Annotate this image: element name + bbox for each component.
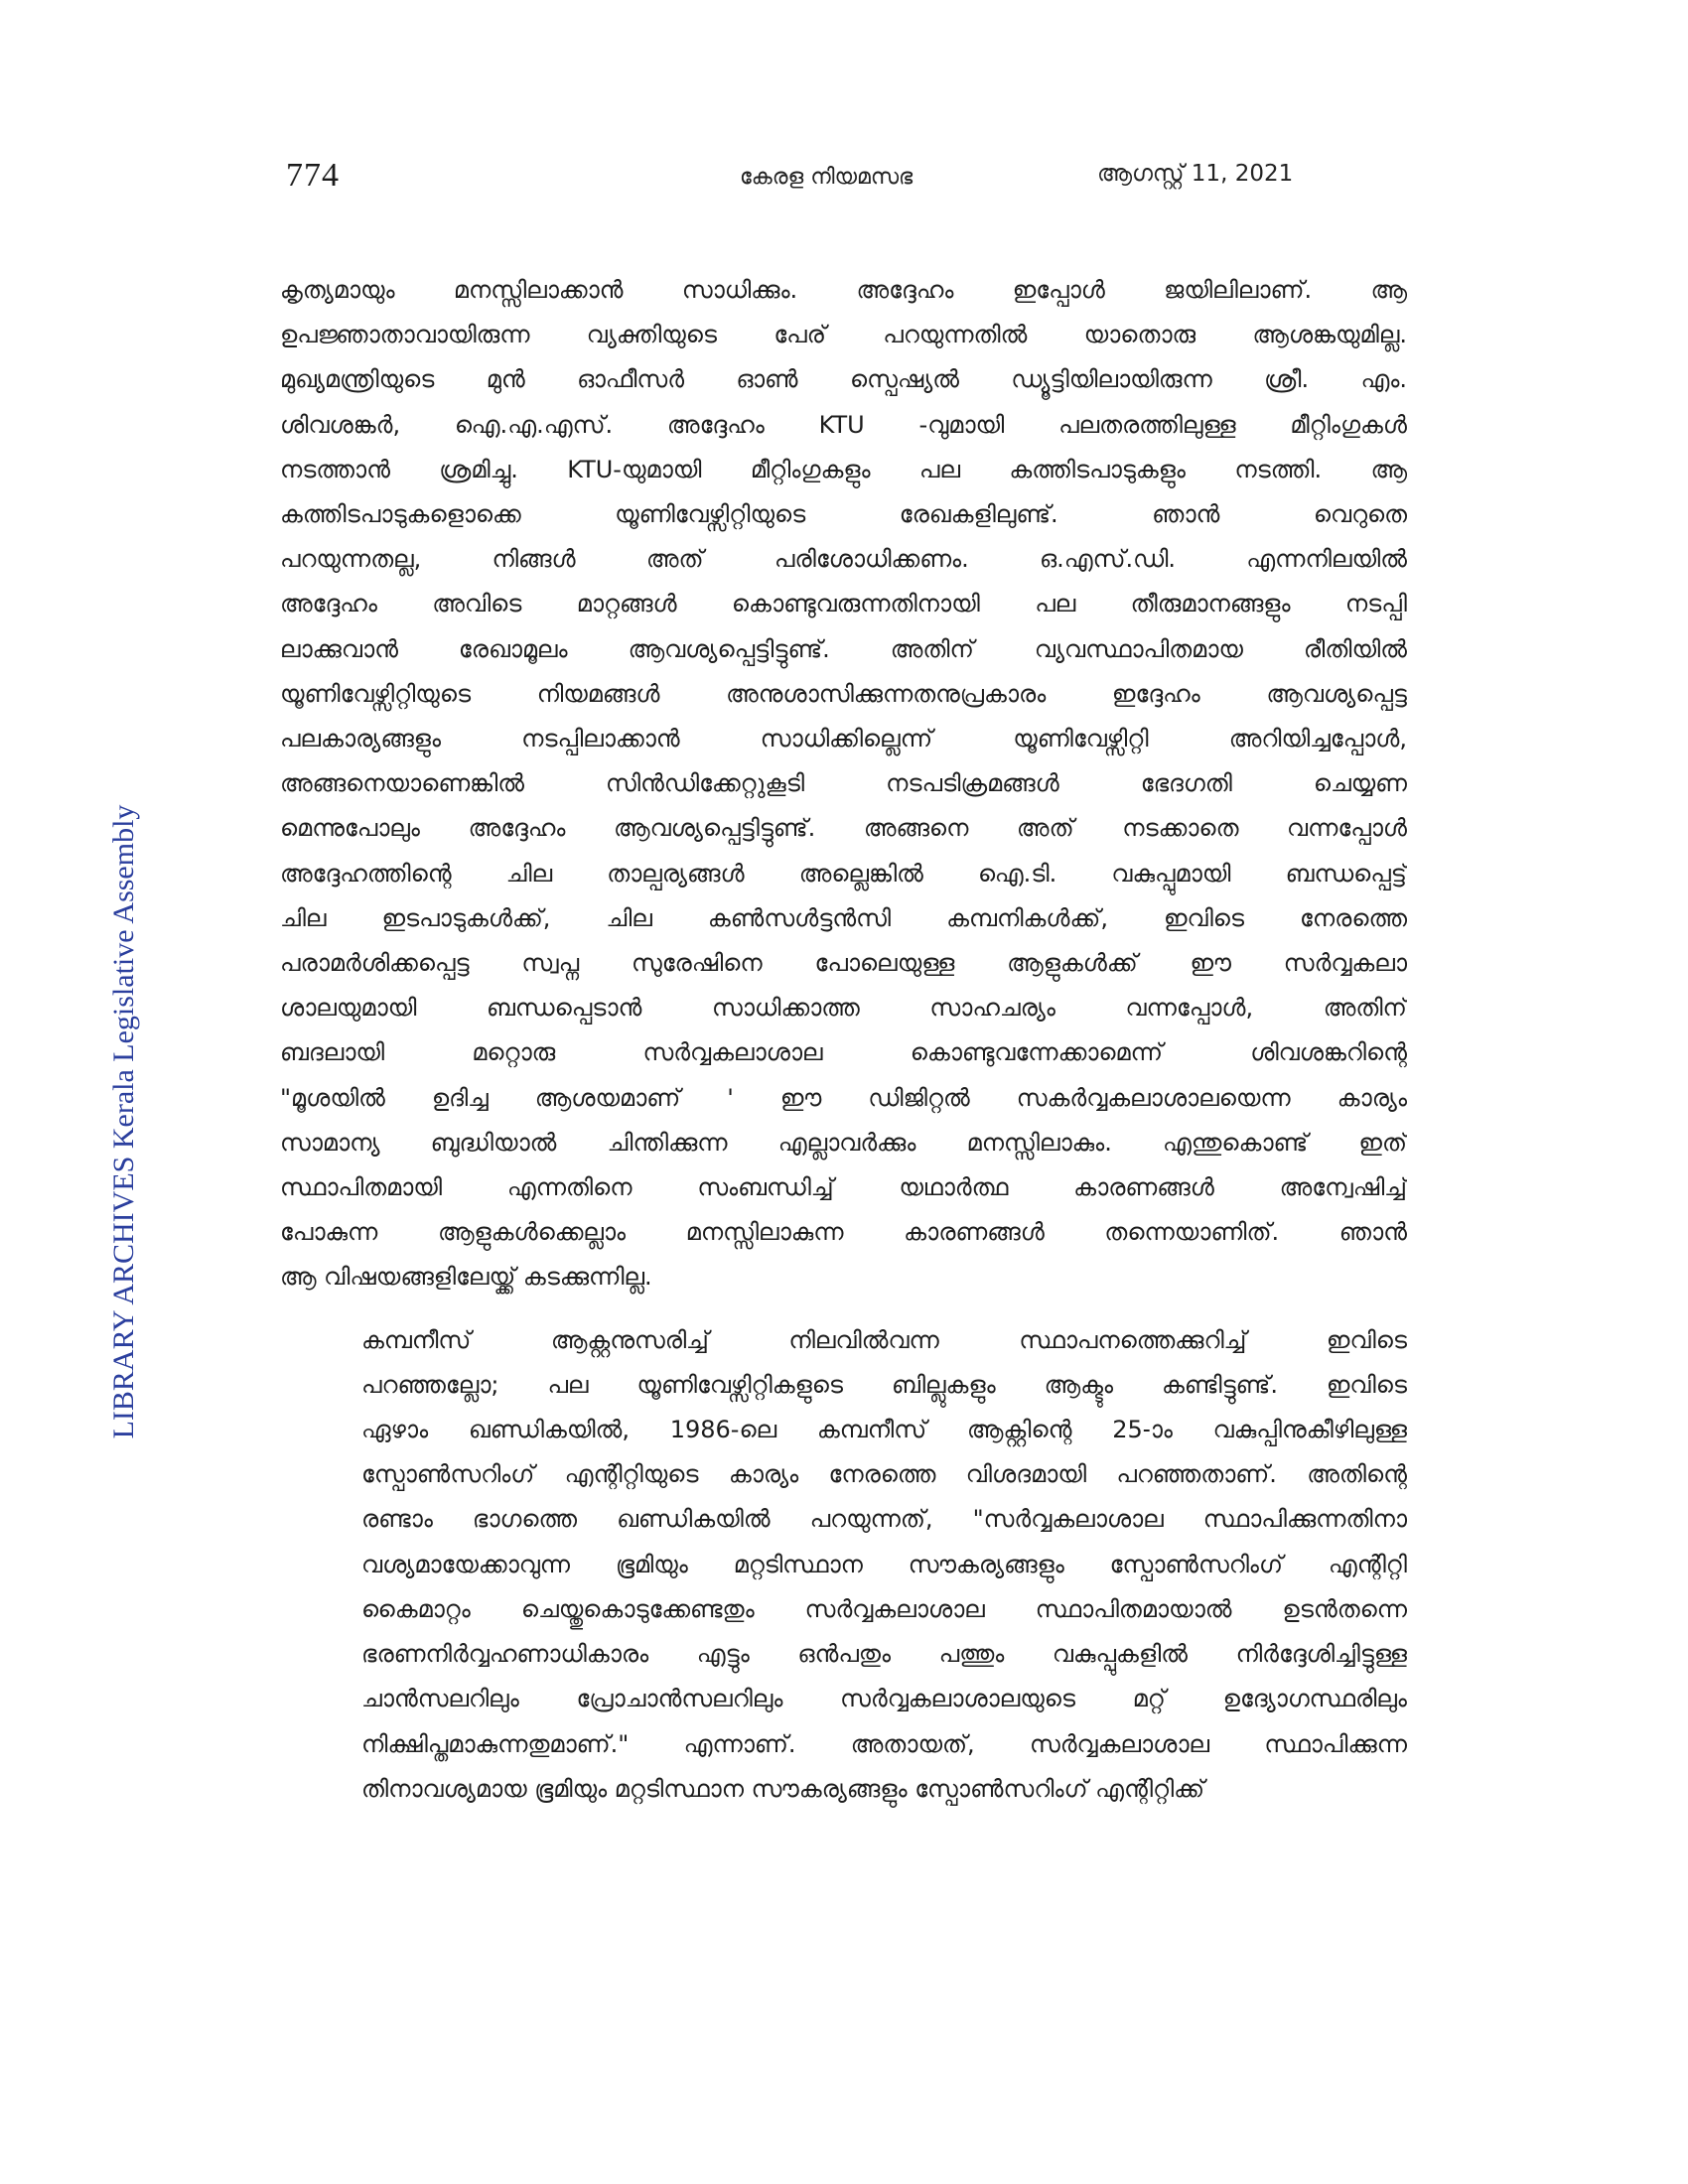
text-line: ചില ഇടപാടുകൾക്ക്, ചില കൺസൾട്ടൻസി കമ്പനികൾക്ക്, ഇവിടെ നേരത്തെ: [280, 903, 1407, 932]
text-line: അദ്ദേഹം അവിടെ മാറ്റങ്ങൾ കൊണ്ടുവരുന്നതിനായി പല തീരുമാനങ്ങളും നടപ്പി: [280, 590, 1407, 618]
text-line: ഭരണനിർവ്വഹണാധികാരം എട്ടും ഒൻപതും പത്തും വകുപ്പുകളിൽ നിർദ്ദേശിച്ചിട്ടുള്ള: [361, 1640, 1407, 1669]
text-line: മെന്നുപോലും അദ്ദേഹം ആവശ്യപ്പെട്ടിട്ടുണ്ട്. അങ്ങനെ അത് നടക്കാതെ വന്നപ്പോൾ: [280, 814, 1407, 843]
text-line: അങ്ങനെയാണെങ്കിൽ സിൻഡിക്കേറ്റുകൂടി നടപടിക്രമങ്ങൾ ഭേദഗതി ചെയ്യണ: [280, 769, 1407, 798]
text-line: സാമാന്യ ബുദ്ധിയാൽ ചിന്തിക്കുന്ന എല്ലാവർക്കും മനസ്സിലാകും. എന്തുകൊണ്ട് ഇത്: [280, 1128, 1407, 1157]
text-line: മുഖ്യമന്ത്രിയുടെ മുൻ ഓഫീസർ ഓൺ സ്പെഷ്യൽ ഡ്യൂട്ടിയിലായിരുന്ന ശ്രീ. എം.: [280, 365, 1407, 394]
text-line: പറയുന്നതല്ല, നിങ്ങൾ അത് പരിശോധിക്കണം. ഒ.എസ്.ഡി. എന്നനിലയിൽ: [280, 545, 1407, 574]
text-line: പറഞ്ഞല്ലോ; പല യൂണിവേഴ്സിറ്റികളുടെ ബില്ലുകളും ആക്ടും കണ്ടിട്ടുണ്ട്. ഇവിടെ: [361, 1370, 1407, 1399]
text-line: നിക്ഷിപ്തമാകുന്നതുമാണ്." എന്നാണ്. അതായത്, സർവ്വകലാശാല സ്ഥാപിക്കുന്ന: [361, 1729, 1407, 1758]
text-line: ആ വിഷയങ്ങളിലേയ്ക്ക് കടക്കുന്നില്ല.: [280, 1263, 652, 1292]
text-line: കമ്പനീസ് ആക്റ്റനുസരിച്ച് നിലവിൽവന്ന സ്ഥാപനത്തെക്കുറിച്ച് ഇവിടെ: [361, 1325, 1407, 1354]
text-line: കൃത്യമായും മനസ്സിലാക്കാൻ സാധിക്കും. അദ്ദേഹം ഇപ്പോൾ ജയിലിലാണ്. ആ: [280, 276, 1407, 304]
text-line: സ്പോൺസറിംഗ് എന്റിറ്റിയുടെ കാര്യം നേരത്തെ വിശദമായി പറഞ്ഞതാണ്. അതിന്റെ: [361, 1460, 1407, 1489]
text-line: നടത്താൻ ശ്രമിച്ചു. KTU-യുമായി മീറ്റിംഗുകളും പല കത്തിടപാടുകളും നടത്തി. ആ: [280, 455, 1407, 483]
text-line: ബദലായി മറ്റൊരു സർവ്വകലാശാല കൊണ്ടുവന്നേക്കാമെന്ന് ശിവശങ്കറിന്റെ: [280, 1038, 1407, 1067]
header-date: ആഗസ്റ്റ് 11, 2021: [1097, 161, 1294, 187]
text-line: ലാക്കുവാൻ രേഖാമൂലം ആവശ്യപ്പെട്ടിട്ടുണ്ട്. അതിന് വ്യവസ്ഥാപിതമായ രീതിയിൽ: [280, 634, 1407, 663]
text-line: ശാലയുമായി ബന്ധപ്പെടാൻ സാധിക്കാത്ത സാഹചര്യം വന്നപ്പോൾ, അതിന്: [280, 994, 1407, 1023]
text-line: തിനാവശ്യമായ ഭൂമിയും മറ്റടിസ്ഥാന സൗകര്യങ്ങളും സ്പോൺസറിംഗ് എന്റിറ്റിക്ക്: [361, 1774, 1205, 1803]
body-text: [280, 268, 1407, 1812]
text-line: ശിവശങ്കർ, ഐ.എ.എസ്. അദ്ദേഹം KTU -വുമായി പലതരത്തിലുള്ള മീറ്റിംഗുകൾ: [280, 410, 1407, 439]
text-line: കത്തിടപാടുകളൊക്കെ യൂണിവേഴ്സിറ്റിയുടെ രേഖകളിലുണ്ട്. ഞാൻ വെറുതെ: [280, 500, 1407, 529]
side-watermark: LIBRARY ARCHIVES Kerala Legislative Assembly: [107, 804, 140, 1439]
text-line: പലകാര്യങ്ങളും നടപ്പിലാക്കാൻ സാധിക്കില്ലെന്ന് യൂണിവേഴ്സിറ്റി അറിയിച്ചപ്പോൾ,: [280, 725, 1407, 753]
text-line: ചാൻസലറിലും പ്രോചാൻസലറിലും സർവ്വകലാശാലയുടെ മറ്റ് ഉദ്യോഗസ്ഥരിലും: [361, 1685, 1407, 1713]
paragraph-1: [280, 268, 1407, 1300]
text-line: യൂണിവേഴ്സിറ്റിയുടെ നിയമങ്ങൾ അനുശാസിക്കുന്നതനുപ്രകാരം ഇദ്ദേഹം ആവശ്യപ്പെട്ട: [280, 679, 1407, 708]
text-line: പോകുന്ന ആളുകൾക്കെല്ലാം മനസ്സിലാകുന്ന കാരണങ്ങൾ തന്നെയാണിത്. ഞാൻ: [280, 1218, 1407, 1247]
text-line: "മൂശയിൽ ഉദിച്ച ആശയമാണ് ' ഈ ഡിജിറ്റൽ സകർവ്വകലാശാലയെന്ന കാര്യം: [280, 1083, 1407, 1112]
text-line: ഏഴാം ഖണ്ഡികയിൽ, 1986-ലെ കമ്പനീസ് ആക്റ്റിന്റെ 25-ാം വകുപ്പിനുകീഴിലുള്ള: [361, 1416, 1407, 1444]
text-line: അദ്ദേഹത്തിന്റെ ചില താല്പര്യങ്ങൾ അല്ലെങ്കിൽ ഐ.ടി. വകുപ്പുമായി ബന്ധപ്പെട്ട്: [280, 859, 1407, 887]
text-line: വശ്യമായേക്കാവുന്ന ഭൂമിയും മറ്റടിസ്ഥാന സൗകര്യങ്ങളും സ്പോൺസറിംഗ് എന്റിറ്റി: [361, 1550, 1407, 1578]
text-line: രണ്ടാം ഭാഗത്തെ ഖണ്ഡികയിൽ പറയുന്നത്, "സർവ്വകലാശാല സ്ഥാപിക്കുന്നതിനാ: [361, 1505, 1407, 1534]
running-title: കേരള നിയമസഭ: [740, 165, 914, 190]
text-line: സ്ഥാപിതമായി എന്നതിനെ സംബന്ധിച്ച് യഥാർത്ഥ കാരണങ്ങൾ അന്വേഷിച്ച്: [280, 1173, 1407, 1202]
text-line: കൈമാറ്റം ചെയ്തുകൊടുക്കേണ്ടതും സർവ്വകലാശാല സ്ഥാപിതമായാൽ ഉടൻതന്നെ: [361, 1594, 1407, 1623]
page-number: 774: [286, 157, 340, 194]
paragraph-2: [280, 1318, 1407, 1812]
text-line: പരാമർശിക്കപ്പെട്ട സ്വപ്ന സുരേഷിനെ പോലെയുള്ള ആളുകൾക്ക് ഈ സർവ്വകലാ: [280, 949, 1407, 978]
text-line: ഉപജ്ഞാതാവായിരുന്ന വ്യക്തിയുടെ പേര് പറയുന്നതിൽ യാതൊരു ആശങ്കയുമില്ല.: [280, 321, 1407, 349]
